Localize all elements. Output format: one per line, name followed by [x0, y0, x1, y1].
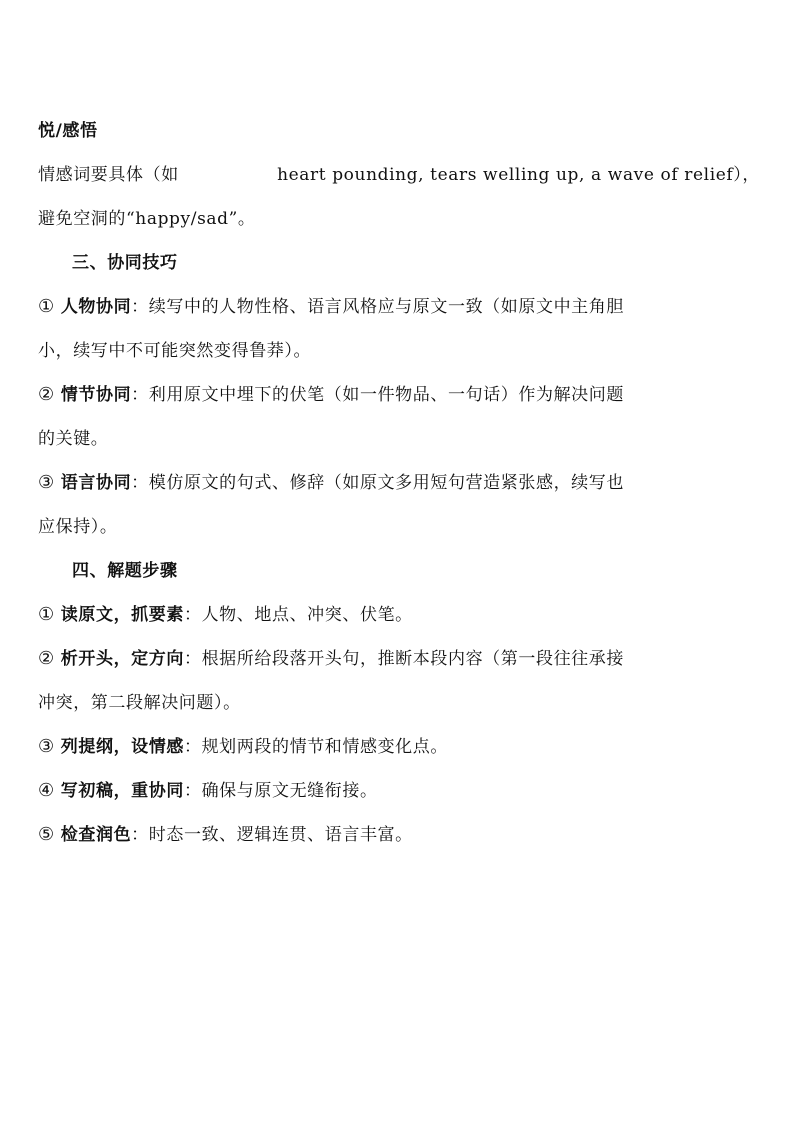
item-lead: 人物协同 — [60, 297, 132, 317]
item-number: ⑤ — [38, 824, 55, 845]
list-item-character — [38, 285, 760, 329]
item-number: ② — [38, 648, 55, 669]
item-number: ② — [38, 384, 55, 405]
list-item-language — [38, 461, 760, 505]
step-draft — [38, 769, 760, 813]
item-text: ：利用原文中埋下的伏笔（如一件物品、一句话）作为解决问题 — [131, 385, 624, 405]
emotion-words-paragraph — [38, 153, 760, 197]
item-number: ④ — [38, 780, 55, 801]
emotion-words-paragraph-cont: 避免空洞的“happy/sad”。 — [38, 209, 256, 229]
item-number: ① — [38, 296, 55, 317]
item-lead: 检查润色 — [60, 825, 132, 845]
item-lead: 语言协同 — [60, 473, 132, 493]
item-text: ：确保与原文无缝衔接。 — [183, 781, 378, 801]
step-polish — [38, 813, 760, 857]
item-number: ③ — [38, 472, 55, 493]
item-number: ③ — [38, 736, 55, 757]
list-item-plot — [38, 373, 760, 417]
item-text: ：根据所给段落开头句，推断本段内容（第一段往往承接 — [183, 649, 624, 669]
item-lead: 情节协同 — [60, 385, 132, 405]
item-lead: 读原文，抓要素 — [60, 605, 184, 625]
step-outline — [38, 725, 760, 769]
item-lead: 写初稿，重协同 — [60, 781, 184, 801]
paragraph-text-english: heart pounding, tears welling up, a wave of relief）， — [277, 165, 760, 185]
step-analyze-opening — [38, 637, 760, 681]
item-number: ① — [38, 604, 55, 625]
document-body — [38, 109, 760, 857]
section-heading-steps: 四、解题步骤 — [72, 561, 178, 581]
item-text: ：模仿原文的句式、修辞（如原文多用短句营造紧张感，续写也 — [131, 473, 624, 493]
list-item-character-cont: 小，续写中不可能突然变得鲁莽）。 — [38, 341, 312, 361]
step-analyze-opening-cont: 冲突，第二段解决问题）。 — [38, 693, 241, 713]
step-read-original — [38, 593, 760, 637]
section-heading-collaboration: 三、协同技巧 — [72, 253, 178, 273]
list-item-language-cont: 应保持）。 — [38, 517, 118, 537]
item-text: ：人物、地点、冲突、伏笔。 — [183, 605, 413, 625]
item-text: ：续写中的人物性格、语言风格应与原文一致（如原文中主角胆 — [131, 297, 624, 317]
list-item-plot-cont: 的关键。 — [38, 429, 109, 449]
item-text: ：时态一致、逻辑连贯、语言丰富。 — [131, 825, 413, 845]
paragraph-text: 情感词要具体（如 — [38, 165, 179, 185]
item-lead: 列提纲，设情感 — [60, 737, 184, 757]
item-lead: 析开头，定方向 — [60, 649, 184, 669]
fragment-heading: 悦/感悟 — [38, 121, 98, 141]
item-text: ：规划两段的情节和情感变化点。 — [183, 737, 448, 757]
